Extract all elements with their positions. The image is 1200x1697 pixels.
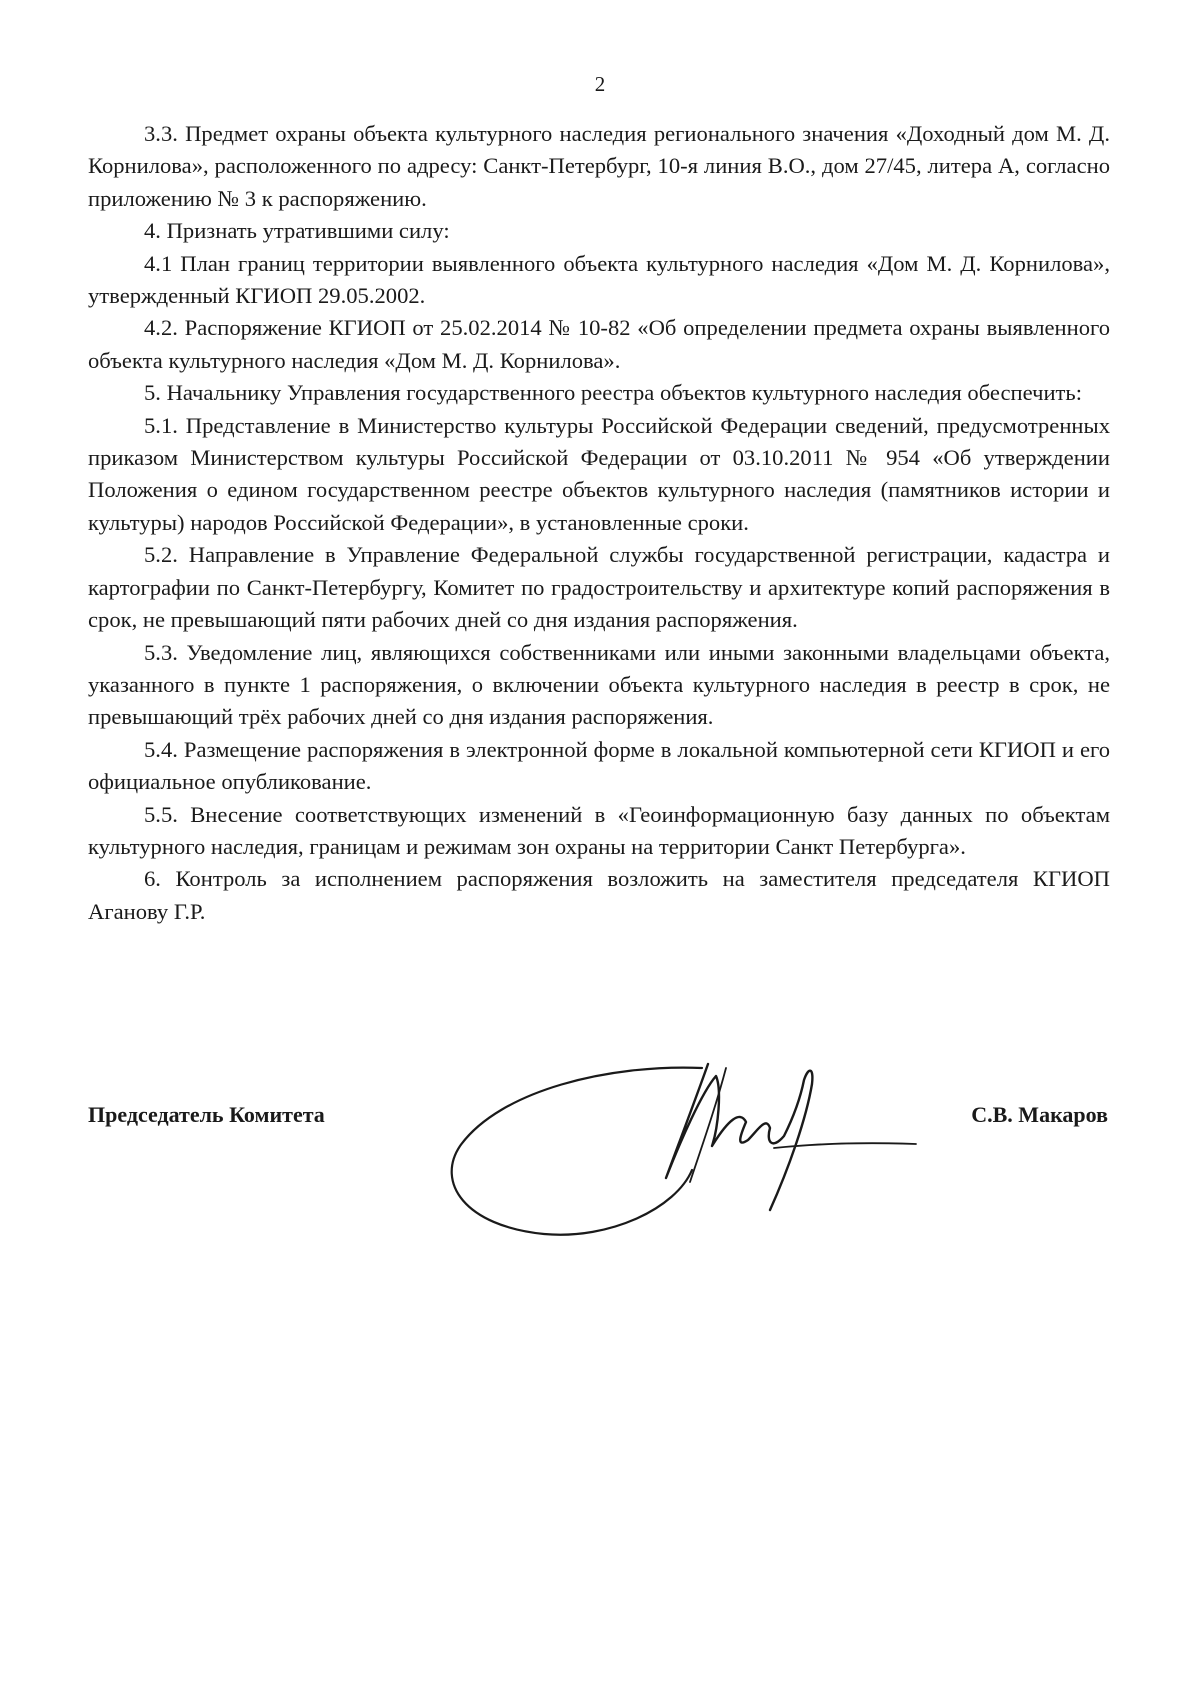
signatory-role: Председатель Комитета xyxy=(88,1102,325,1127)
paragraph-4-2: 4.2. Распоряжение КГИОП от 25.02.2014 № 10-82 «Об определении предмета охраны выявленного объекта культурного наследия «Дом М. Д. Корнилова». xyxy=(88,315,1110,373)
paragraph-4-1: 4.1 План границ территории выявленного объекта культурного наследия «Дом М. Д. Корнилова», утвержденный КГИОП 29.05.2002. xyxy=(88,250,1110,309)
paragraph-4: 4. Признать утратившими силу: xyxy=(144,218,450,244)
handwritten-signature xyxy=(440,1050,960,1260)
signature-tail-stroke xyxy=(774,1143,916,1148)
paragraph-3-3: 3.3. Предмет охраны объекта культурного наследия регионального значения «Доходный дом М. Д. Корнилова», расположенного по адресу: Санкт-Петербург, 10-я линия В.О., дом 27/45, литера А, согласно приложению № 3 к распоряжению. xyxy=(88,121,1110,211)
document-body xyxy=(88,118,1110,928)
signature-letters-stroke xyxy=(666,1064,812,1210)
signatory-name: С.В. Макаров xyxy=(971,1102,1108,1127)
paragraph-5: 5. Начальнику Управления государственного реестра объектов культурного наследия обеспечить: xyxy=(144,380,1083,406)
paragraph-5-5: 5.5. Внесение соответствующих изменений в «Геоинформационную базу данных по объектам культурного наследия, границам и режимам зон охраны на территории Санкт Петербурга». xyxy=(88,801,1110,859)
paragraph-5-4: 5.4. Размещение распоряжения в электронной форме в локальной компьютерной сети КГИОП и его официальное опубликование. xyxy=(88,736,1110,795)
paragraph-5-2: 5.2. Направление в Управление Федеральной службы государственной регистрации, кадастра и картографии по Санкт-Петербургу, Комитет по градостроительству и архитектуре копий распоряжения в срок, не превышающий пяти рабочих дней со дня издания распоряжения. xyxy=(88,542,1110,633)
signature-loop-stroke xyxy=(452,1068,702,1235)
paragraph-5-3: 5.3. Уведомление лиц, являющихся собственниками или иными законными владельцами объекта, указанного в пункте 1 распоряжения, о включении объекта культурного наследия в реестр в срок, не превышающий трёх рабочих дней со дня издания распоряжения. xyxy=(88,639,1110,730)
paragraph-5-1: 5.1. Представление в Министерство культуры Российской Федерации сведений, предусмотренных приказом Министерством культуры Российской Федерации от 03.10.2011 № 954 «Об утверждении Положения о едином государственном реестре объектов культурного наследия (памятников истории и культуры) народов Российской Федерации», в установленные сроки. xyxy=(88,412,1110,535)
page-number: 2 xyxy=(594,72,606,96)
paragraph-6: 6. Контроль за исполнением распоряжения возложить на заместителя председателя КГИОП Аганову Г.Р. xyxy=(88,866,1110,924)
signature-sweep-stroke xyxy=(690,1068,726,1182)
